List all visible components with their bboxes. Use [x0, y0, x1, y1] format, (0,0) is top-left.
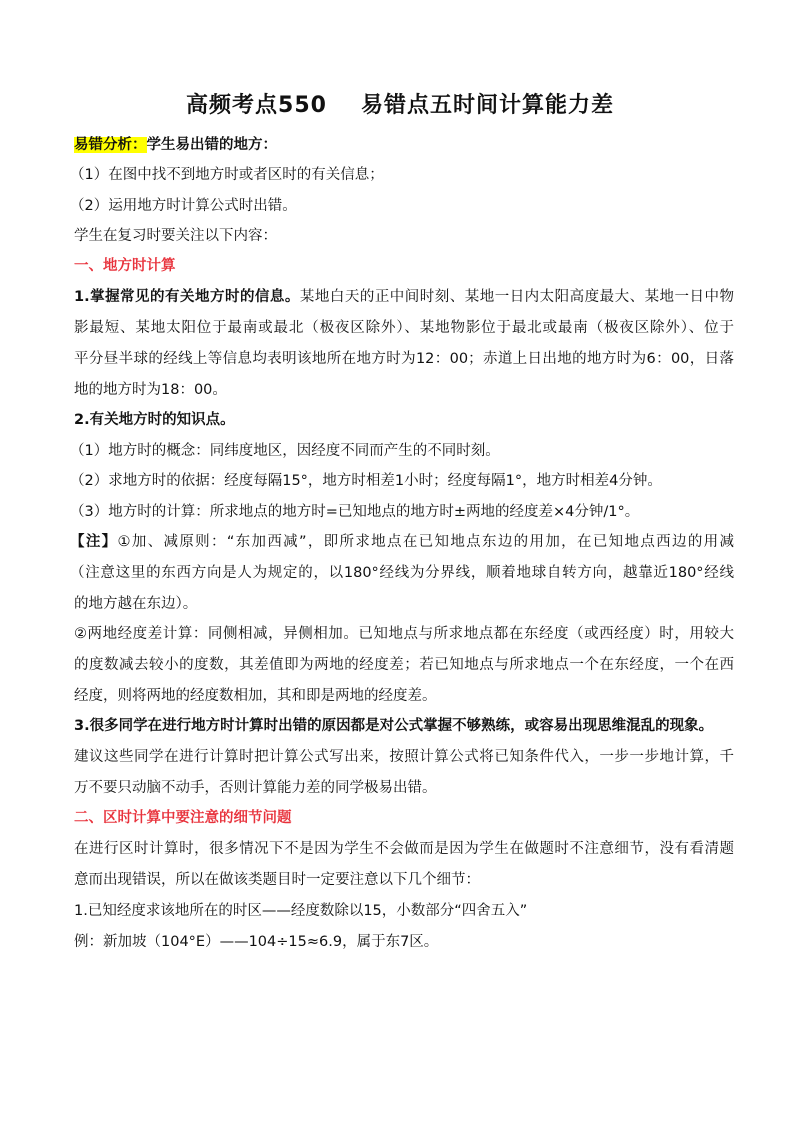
section1-p1-line1 — [74, 287, 734, 307]
section1-p1-line4: 地的地方时为18：00。 — [74, 382, 227, 398]
section1-p2-heading: 2.有关地方时的知识点。 — [74, 412, 235, 428]
page-title — [0, 88, 800, 119]
note-line-2: （注意这里的东西方向是人为规定的，以180°经线为分界线，顺着地球自转方向，越靠近180°经线 — [70, 565, 734, 581]
section1-title: 一、地方时计算 — [74, 258, 176, 274]
diff-line-1: ②两地经度差计算：同侧相减，异侧相加。已知地点与所求地点都在东经度（或西经度）时，用较大 — [74, 626, 734, 642]
section2-title: 二、区时计算中要注意的细节问题 — [74, 810, 292, 826]
analysis-item-2: （2）运用地方时计算公式时出错。 — [70, 198, 297, 214]
section1-p2-item-3: （3）地方时的计算：所求地点的地方时=已知地点的地方时±两地的经度差×4分钟/1°。 — [70, 504, 640, 520]
title-main: 易错点五时间计算能力差 — [360, 93, 614, 118]
section1-p3-heading: 3.很多同学在进行地方时计算时出错的原因都是对公式掌握不够熟练，或容易出现思维混乱的现象。 — [74, 718, 714, 734]
section1-p1-text: 某地白天的正中间时刻、某地一日内太阳高度最大、某地一日中物 — [299, 289, 734, 305]
analysis-highlight-label: 易错分析： — [74, 137, 147, 153]
section2-intro-line1: 在进行区时计算时，很多情况下不是因为学生不会做而是因为学生在做题时不注意细节，没有看清题 — [74, 841, 734, 857]
note-line-1 — [70, 532, 734, 552]
section1-p3-line1: 建议这些同学在进行计算时把计算公式写出来，按照计算公式将已知条件代入，一步一步地计算，千 — [74, 749, 734, 765]
note-text: ①加、减原则：“东加西减”，即所求地点在已知地点东边的用加，在已知地点西边的用减 — [117, 534, 734, 550]
section1-p1-bold: 1.掌握常见的有关地方时的信息。 — [74, 289, 300, 305]
section1-p1-line2: 影最短、某地太阳位于最南或最北（极夜区除外）、某地物影位于最北或最南（极夜区除外）、位于 — [74, 320, 734, 336]
section2-intro-line2: 意而出现错误，所以在做该类题目时一定要注意以下几个细节： — [74, 872, 480, 888]
section2-example: 例：新加坡（104°E）——104÷15≈6.9，属于东7区。 — [74, 934, 439, 950]
section1-p2-item-2: （2）求地方时的依据：经度每隔15°，地方时相差1小时；经度每隔1°，地方时相差4分钟。 — [70, 473, 662, 489]
analysis-heading-line — [74, 135, 734, 155]
review-line: 学生在复习时要关注以下内容： — [74, 228, 277, 244]
analysis-heading: 学生易出错的地方： — [146, 137, 277, 153]
analysis-item-1: （1）在图中找不到地方时或者区时的有关信息； — [70, 167, 384, 183]
section1-p3-line2: 万不要只动脑不动手，否则计算能力差的同学极易出错。 — [74, 780, 437, 796]
note-label: 【注】 — [70, 534, 118, 550]
section2-item-1: 1.已知经度求该地所在的时区——经度数除以15，小数部分“四舍五入” — [74, 903, 528, 919]
section1-p2-item-1: （1）地方时的概念：同纬度地区，因经度不同而产生的不同时刻。 — [70, 443, 500, 459]
diff-line-3: 经度，则将两地的经度数相加，其和即是两地的经度差。 — [74, 688, 437, 704]
diff-line-2: 的度数减去较小的度数，其差值即为两地的经度差；若已知地点与所求地点一个在东经度，一个在西 — [74, 657, 734, 673]
title-prefix: 高频考点550 — [186, 93, 327, 118]
note-line-3: 的地方越在东边）。 — [74, 596, 198, 612]
section1-p1-line3: 平分昼半球的经线上等信息均表明该地所在地方时为12：00；赤道上日出地的地方时为6：00，日落 — [74, 351, 734, 367]
